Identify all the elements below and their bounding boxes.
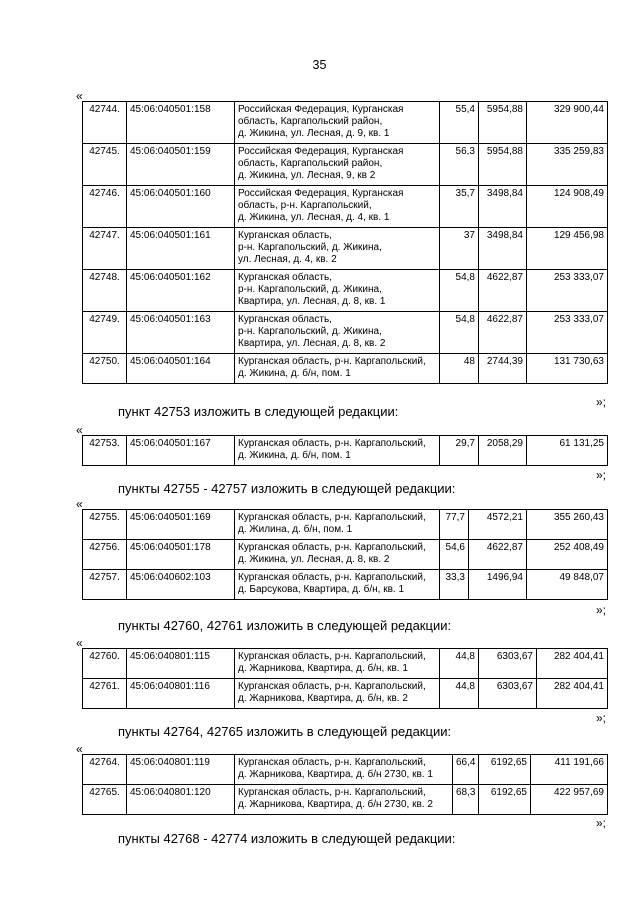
address-line: д. Жарникова, Квартира, д. б/н 2730, кв. 2: [238, 799, 433, 810]
table-row: [83, 649, 608, 679]
area-cell: 29,7: [440, 436, 479, 466]
closing-quote: »;: [596, 816, 607, 830]
table-row: [83, 144, 608, 186]
address-line: ул. Лесная, д. 4, кв. 2: [238, 254, 337, 265]
address-line: область, Каргапольский район,: [238, 116, 383, 127]
rate-cell: 5954,88: [479, 144, 527, 186]
table-row: [83, 312, 608, 354]
address-line: Курганская область, р-н. Каргапольский,: [238, 651, 426, 662]
cadastral-value-cell: 124 908,49: [527, 186, 608, 228]
address-cell: [235, 312, 440, 354]
address-line: Курганская область, р-н. Каргапольский,: [238, 542, 426, 553]
address-line: Курганская область,: [238, 230, 332, 241]
item-number-cell: 42764.: [83, 755, 127, 785]
opening-quote: «: [76, 742, 83, 756]
cadastral-value-cell: 49 848,07: [527, 570, 608, 600]
cadastral-value-cell: 282 404,41: [537, 649, 608, 679]
address-cell: [235, 228, 440, 270]
address-line: Курганская область, р-н. Каргапольский,: [238, 787, 426, 798]
table-row: [83, 354, 608, 384]
area-cell: 66,4: [453, 755, 479, 785]
property-table: [82, 509, 608, 600]
rate-cell: 1496,94: [469, 570, 527, 600]
rate-cell: 4622,87: [479, 312, 527, 354]
rate-cell: 2058,29: [479, 436, 527, 466]
cadastral-value-cell: 335 259,83: [527, 144, 608, 186]
address-line: р-н. Каргапольский, д. Жикина,: [238, 242, 382, 253]
opening-quote: «: [76, 497, 83, 511]
cadastral-value-cell: 253 333,07: [527, 312, 608, 354]
address-line: Курганская область, р-н. Каргапольский,: [238, 512, 426, 523]
item-number-cell: 42756.: [83, 540, 127, 570]
item-number-cell: 42748.: [83, 270, 127, 312]
cadastral-number-cell: 45:06:040501:160: [127, 186, 235, 228]
rate-cell: 3498,84: [479, 228, 527, 270]
property-table: [82, 101, 608, 384]
amendment-instruction: пункты 42760, 42761 изложить в следующей редакции:: [118, 618, 452, 633]
address-line: Российская Федерация, Курганская: [238, 104, 404, 115]
opening-quote: «: [76, 423, 83, 437]
table-row: [83, 510, 608, 540]
address-line: р-н. Каргапольский, д. Жикина,: [238, 284, 382, 295]
item-number-cell: 42745.: [83, 144, 127, 186]
address-cell: [235, 270, 440, 312]
address-line: д. Жикина, ул. Лесная, д. 9, кв. 1: [238, 128, 390, 139]
address-line: д. Жилина, д. б/н, пом. 1: [238, 524, 353, 535]
area-cell: 35,7: [440, 186, 479, 228]
address-line: область, Каргапольский район,: [238, 158, 383, 169]
address-line: р-н. Каргапольский, д. Жикина,: [238, 326, 382, 337]
item-number-cell: 42753.: [83, 436, 127, 466]
table-row: [83, 436, 608, 466]
page-number: 35: [312, 58, 327, 72]
address-line: Курганская область, р-н. Каргапольский,: [238, 681, 426, 692]
address-line: Российская Федерация, Курганская: [238, 188, 404, 199]
address-cell: [235, 436, 440, 466]
address-line: д. Жикина, д. б/н, пом. 1: [238, 450, 351, 461]
property-table: [82, 754, 608, 815]
final-instruction: пункты 42768 - 42774 изложить в следующей редакции:: [118, 831, 456, 846]
address-line: д. Жикина, ул. Лесная, д. 8, кв. 2: [238, 554, 390, 565]
address-line: Курганская область, р-н. Каргапольский,: [238, 356, 426, 367]
rate-cell: 6303,67: [479, 679, 537, 709]
address-cell: [235, 354, 440, 384]
cadastral-value-cell: 411 191,66: [531, 755, 608, 785]
area-cell: 54,8: [440, 270, 479, 312]
cadastral-number-cell: 45:06:040501:164: [127, 354, 235, 384]
address-line: д. Жарникова, Квартира, д. б/н, кв. 2: [238, 693, 408, 704]
address-line: д. Жикина, д. б/н, пом. 1: [238, 368, 351, 379]
cadastral-number-cell: 45:06:040501:161: [127, 228, 235, 270]
cadastral-number-cell: 45:06:040602:103: [127, 570, 235, 600]
table-row: [83, 270, 608, 312]
closing-quote: »;: [596, 468, 607, 482]
item-number-cell: 42757.: [83, 570, 127, 600]
table-row: [83, 570, 608, 600]
cadastral-value-cell: 355 260,43: [527, 510, 608, 540]
address-cell: [235, 649, 440, 679]
cadastral-value-cell: 129 456,98: [527, 228, 608, 270]
cadastral-value-cell: 282 404,41: [537, 679, 608, 709]
rate-cell: 6192,65: [479, 755, 531, 785]
area-cell: 56,3: [440, 144, 479, 186]
cadastral-value-cell: 253 333,07: [527, 270, 608, 312]
address-cell: [235, 186, 440, 228]
closing-quote: »;: [596, 395, 607, 409]
address-line: Квартира, ул. Лесная, д. 8, кв. 1: [238, 296, 386, 307]
cadastral-number-cell: 45:06:040501:162: [127, 270, 235, 312]
area-cell: 44,8: [440, 649, 479, 679]
table-row: [83, 102, 608, 144]
address-cell: [235, 755, 453, 785]
table-row: [83, 228, 608, 270]
item-number-cell: 42750.: [83, 354, 127, 384]
cadastral-number-cell: 45:06:040801:116: [127, 679, 235, 709]
area-cell: 55,4: [440, 102, 479, 144]
address-cell: [235, 785, 453, 815]
rate-cell: 6192,65: [479, 785, 531, 815]
address-line: д. Жикина, ул. Лесная, 9, кв 2: [238, 170, 376, 181]
item-number-cell: 42749.: [83, 312, 127, 354]
address-line: Курганская область, р-н. Каргапольский,: [238, 438, 426, 449]
address-cell: [235, 679, 440, 709]
cadastral-value-cell: 329 900,44: [527, 102, 608, 144]
address-line: Квартира, ул. Лесная, д. 8, кв. 2: [238, 338, 386, 349]
table-row: [83, 755, 608, 785]
property-table: [82, 435, 608, 466]
area-cell: 54,6: [440, 540, 469, 570]
address-line: Курганская область, р-н. Каргапольский,: [238, 757, 426, 768]
item-number-cell: 42744.: [83, 102, 127, 144]
item-number-cell: 42760.: [83, 649, 127, 679]
property-table: [82, 648, 608, 709]
opening-quote: «: [76, 636, 83, 650]
area-cell: 37: [440, 228, 479, 270]
address-cell: [235, 102, 440, 144]
address-line: д. Жикина, ул. Лесная, д. 4, кв. 1: [238, 212, 390, 223]
cadastral-value-cell: 422 957,69: [531, 785, 608, 815]
address-line: д. Жарникова, Квартира, д. б/н, кв. 1: [238, 663, 408, 674]
closing-quote: »;: [596, 711, 607, 725]
address-line: Курганская область,: [238, 314, 332, 325]
cadastral-number-cell: 45:06:040501:167: [127, 436, 235, 466]
area-cell: 44,8: [440, 679, 479, 709]
area-cell: 54,8: [440, 312, 479, 354]
area-cell: 48: [440, 354, 479, 384]
table-row: [83, 540, 608, 570]
area-cell: 33,3: [440, 570, 469, 600]
table-row: [83, 679, 608, 709]
cadastral-number-cell: 45:06:040501:169: [127, 510, 235, 540]
address-cell: [235, 540, 440, 570]
table-row: [83, 186, 608, 228]
rate-cell: 3498,84: [479, 186, 527, 228]
rate-cell: 4572,21: [469, 510, 527, 540]
cadastral-number-cell: 45:06:040501:163: [127, 312, 235, 354]
rate-cell: 5954,88: [479, 102, 527, 144]
item-number-cell: 42755.: [83, 510, 127, 540]
item-number-cell: 42747.: [83, 228, 127, 270]
cadastral-number-cell: 45:06:040801:120: [127, 785, 235, 815]
address-cell: [235, 144, 440, 186]
cadastral-value-cell: 61 131,25: [527, 436, 608, 466]
address-line: д. Жарникова, Квартира, д. б/н 2730, кв. 1: [238, 769, 433, 780]
area-cell: 68,3: [453, 785, 479, 815]
area-cell: 77,7: [440, 510, 469, 540]
address-cell: [235, 570, 440, 600]
address-line: Курганская область, р-н. Каргапольский,: [238, 572, 426, 583]
address-line: д. Барсукова, Квартира, д. б/н, кв. 1: [238, 584, 405, 595]
amendment-instruction: пункты 42764, 42765 изложить в следующей редакции:: [118, 724, 452, 739]
item-number-cell: 42761.: [83, 679, 127, 709]
address-cell: [235, 510, 440, 540]
table-row: [83, 785, 608, 815]
cadastral-number-cell: 45:06:040501:178: [127, 540, 235, 570]
rate-cell: 6303,67: [479, 649, 537, 679]
item-number-cell: 42765.: [83, 785, 127, 815]
address-line: область, р-н. Каргапольский,: [238, 200, 372, 211]
cadastral-value-cell: 131 730,63: [527, 354, 608, 384]
opening-quote: «: [76, 89, 83, 103]
cadastral-number-cell: 45:06:040801:115: [127, 649, 235, 679]
amendment-instruction: пункты 42755 - 42757 изложить в следующей редакции:: [118, 481, 456, 496]
cadastral-number-cell: 45:06:040501:158: [127, 102, 235, 144]
address-line: Российская Федерация, Курганская: [238, 146, 404, 157]
cadastral-number-cell: 45:06:040501:159: [127, 144, 235, 186]
cadastral-number-cell: 45:06:040801:119: [127, 755, 235, 785]
amendment-instruction: пункт 42753 изложить в следующей редакции:: [118, 404, 399, 419]
rate-cell: 4622,87: [479, 270, 527, 312]
address-line: Курганская область,: [238, 272, 332, 283]
rate-cell: 2744,39: [479, 354, 527, 384]
closing-quote: »;: [596, 603, 607, 617]
cadastral-value-cell: 252 408,49: [527, 540, 608, 570]
item-number-cell: 42746.: [83, 186, 127, 228]
rate-cell: 4622,87: [469, 540, 527, 570]
